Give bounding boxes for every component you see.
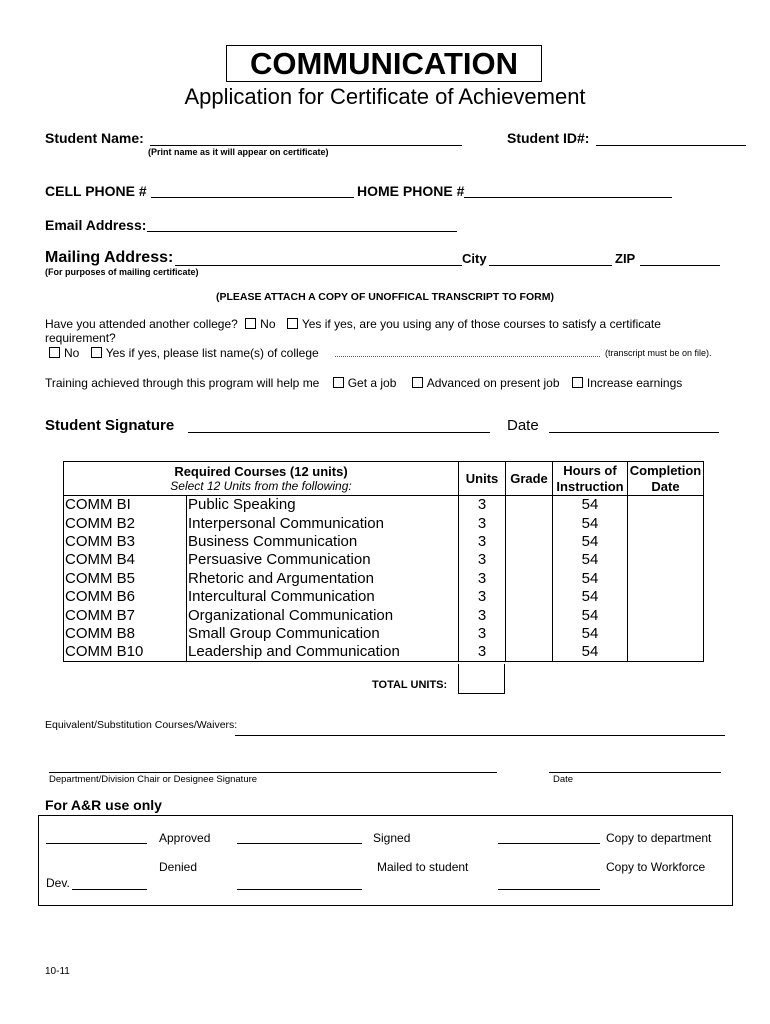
- course-name: Interpersonal Communication: [187, 514, 459, 532]
- signed-field[interactable]: [237, 843, 362, 844]
- increase-earnings-label: Increase earnings: [586, 376, 683, 390]
- course-grade[interactable]: [506, 532, 553, 550]
- cell-phone-label: CELL PHONE #: [45, 183, 147, 199]
- student-name-field[interactable]: [150, 145, 462, 146]
- course-grade[interactable]: [506, 643, 553, 661]
- student-signature-field[interactable]: [188, 432, 490, 433]
- home-phone-label: HOME PHONE #: [357, 183, 465, 199]
- cell-phone-field[interactable]: [151, 197, 354, 198]
- hours-header-line2: Instruction: [556, 478, 624, 494]
- courses-subheading: Select 12 Units from the following:: [170, 479, 352, 493]
- course-grade[interactable]: [506, 606, 553, 624]
- course-name: Small Group Communication: [187, 624, 459, 642]
- course-hours: 54: [553, 624, 628, 642]
- college-list-row: [49, 346, 319, 360]
- chair-date-field[interactable]: [549, 772, 721, 773]
- course-code: COMM B5: [64, 569, 187, 587]
- course-grade[interactable]: [506, 587, 553, 605]
- courses-table: [63, 461, 704, 662]
- course-row: [64, 551, 704, 569]
- course-code: COMM B2: [64, 514, 187, 532]
- signature-date-field[interactable]: [549, 432, 719, 433]
- course-name: Leadership and Communication: [187, 643, 459, 661]
- courses-heading: Required Courses (12 units): [174, 464, 348, 479]
- zip-field[interactable]: [640, 265, 720, 266]
- student-id-field[interactable]: [596, 145, 746, 146]
- course-row: [64, 606, 704, 624]
- course-grade[interactable]: [506, 496, 553, 514]
- course-row: [64, 496, 704, 514]
- get-job-label: Get a job: [347, 376, 397, 390]
- waivers-field[interactable]: [235, 735, 725, 736]
- course-completion[interactable]: [628, 551, 704, 569]
- student-id-label: Student ID#:: [507, 130, 590, 146]
- course-name: Persuasive Communication: [187, 551, 459, 569]
- copy-workforce-label: Copy to Workforce: [606, 860, 706, 874]
- course-name: Business Communication: [187, 532, 459, 550]
- course-hours: 54: [553, 514, 628, 532]
- copy-workforce-field[interactable]: [498, 889, 600, 890]
- course-row: [64, 569, 704, 587]
- college-list-no-checkbox[interactable]: [49, 347, 60, 358]
- course-units: 3: [459, 514, 506, 532]
- training-row: [45, 376, 682, 390]
- course-units: 3: [459, 587, 506, 605]
- course-units: 3: [459, 569, 506, 587]
- course-hours: 54: [553, 569, 628, 587]
- course-grade[interactable]: [506, 514, 553, 532]
- course-code: COMM BI: [64, 496, 187, 514]
- college-name-field[interactable]: [335, 356, 600, 357]
- signature-date-label: Date: [507, 417, 539, 434]
- total-units-field[interactable]: [458, 664, 505, 694]
- course-completion[interactable]: [628, 624, 704, 642]
- dev-label: Dev.: [46, 876, 70, 890]
- course-row: [64, 532, 704, 550]
- chair-signature-field[interactable]: [49, 772, 497, 773]
- course-units: 3: [459, 624, 506, 642]
- course-completion[interactable]: [628, 514, 704, 532]
- get-job-checkbox[interactable]: [333, 377, 344, 388]
- home-phone-field[interactable]: [464, 197, 672, 198]
- advance-job-label: Advanced on present job: [426, 376, 560, 390]
- courses-heading-cell: [64, 462, 459, 496]
- course-hours: 54: [553, 606, 628, 624]
- approved-label: Approved: [159, 831, 211, 845]
- hours-header-line1: Hours of: [563, 462, 617, 478]
- mailing-address-field[interactable]: [175, 265, 462, 266]
- course-row: [64, 643, 704, 661]
- course-units: 3: [459, 532, 506, 550]
- course-grade[interactable]: [506, 624, 553, 642]
- course-code: COMM B10: [64, 643, 187, 661]
- copy-department-label: Copy to department: [606, 831, 712, 845]
- course-hours: 54: [553, 551, 628, 569]
- course-grade[interactable]: [506, 551, 553, 569]
- course-completion[interactable]: [628, 496, 704, 514]
- units-header: Units: [459, 462, 506, 496]
- approved-field[interactable]: [46, 843, 147, 844]
- city-label: City: [462, 251, 487, 266]
- college-question-wrap: requirement?: [45, 331, 116, 345]
- total-units-label: TOTAL UNITS:: [372, 679, 448, 691]
- chair-signature-label: Department/Division Chair or Designee Signature: [49, 774, 258, 785]
- course-hours: 54: [553, 496, 628, 514]
- copy-department-field[interactable]: [498, 843, 600, 844]
- increase-earnings-checkbox[interactable]: [572, 377, 583, 388]
- college-list-yes-checkbox[interactable]: [91, 347, 102, 358]
- form-subtitle: Application for Certificate of Achievement: [184, 84, 586, 109]
- completion-header-line2: Date: [651, 478, 680, 494]
- course-name: Intercultural Communication: [187, 587, 459, 605]
- course-completion[interactable]: [628, 569, 704, 587]
- college-no-label: No: [260, 317, 276, 331]
- course-name: Rhetoric and Argumentation: [187, 569, 459, 587]
- student-signature-label: Student Signature: [45, 417, 175, 434]
- student-name-hint: (Print name as it will appear on certificate): [148, 147, 329, 157]
- course-code: COMM B4: [64, 551, 187, 569]
- advance-job-checkbox[interactable]: [412, 377, 423, 388]
- email-field[interactable]: [147, 231, 457, 232]
- form-version: 10-11: [45, 966, 70, 977]
- training-text: Training achieved through this program will help me: [45, 376, 320, 390]
- course-row: [64, 514, 704, 532]
- hours-header: [553, 462, 628, 496]
- course-units: 3: [459, 551, 506, 569]
- course-name: Organizational Communication: [187, 606, 459, 624]
- signed-label: Signed: [373, 831, 411, 845]
- chair-date-label: Date: [553, 774, 574, 785]
- email-label: Email Address:: [45, 217, 147, 233]
- college-list-yes-label: Yes if yes, please list name(s) of college: [105, 346, 319, 360]
- college-question-row: [45, 317, 661, 331]
- course-hours: 54: [553, 532, 628, 550]
- completion-header-line1: Completion: [629, 462, 702, 478]
- course-row: [64, 624, 704, 642]
- course-hours: 54: [553, 643, 628, 661]
- ar-heading: For A&R use only: [45, 797, 162, 813]
- course-code: COMM B6: [64, 587, 187, 605]
- course-hours: 54: [553, 587, 628, 605]
- waivers-label: Equivalent/Substitution Courses/Waivers:: [45, 719, 238, 731]
- college-no-checkbox[interactable]: [245, 318, 256, 329]
- course-completion[interactable]: [628, 532, 704, 550]
- course-row: [64, 587, 704, 605]
- course-completion[interactable]: [628, 643, 704, 661]
- course-code: COMM B7: [64, 606, 187, 624]
- transcript-note: (transcript must be on file).: [605, 348, 712, 358]
- college-list-no-label: No: [64, 346, 80, 360]
- course-completion[interactable]: [628, 587, 704, 605]
- course-completion[interactable]: [628, 606, 704, 624]
- form-title: COMMUNICATION: [226, 45, 542, 82]
- transcript-notice: (PLEASE ATTACH A COPY OF UNOFFICAL TRANSCRIPT TO FORM): [216, 291, 554, 303]
- course-units: 3: [459, 496, 506, 514]
- grade-header: Grade: [506, 462, 553, 496]
- mailing-hint: (For purposes of mailing certificate): [45, 267, 199, 277]
- completion-header: [628, 462, 704, 496]
- zip-label: ZIP: [615, 251, 636, 266]
- college-yes-label: Yes if yes, are you using any of those courses to satisfy a certificate: [301, 317, 661, 331]
- course-units: 3: [459, 606, 506, 624]
- dev-field[interactable]: [72, 889, 147, 890]
- mailed-label: Mailed to student: [377, 860, 469, 874]
- course-code: COMM B8: [64, 624, 187, 642]
- mailed-field[interactable]: [237, 889, 362, 890]
- student-name-label: Student Name:: [45, 130, 144, 146]
- course-units: 3: [459, 643, 506, 661]
- college-question-text: Have you attended another college?: [45, 317, 238, 331]
- course-name: Public Speaking: [187, 496, 459, 514]
- mailing-address-label: Mailing Address:: [45, 249, 174, 266]
- city-field[interactable]: [489, 265, 612, 266]
- college-yes-checkbox[interactable]: [287, 318, 298, 329]
- denied-label: Denied: [159, 860, 198, 874]
- course-code: COMM B3: [64, 532, 187, 550]
- course-grade[interactable]: [506, 569, 553, 587]
